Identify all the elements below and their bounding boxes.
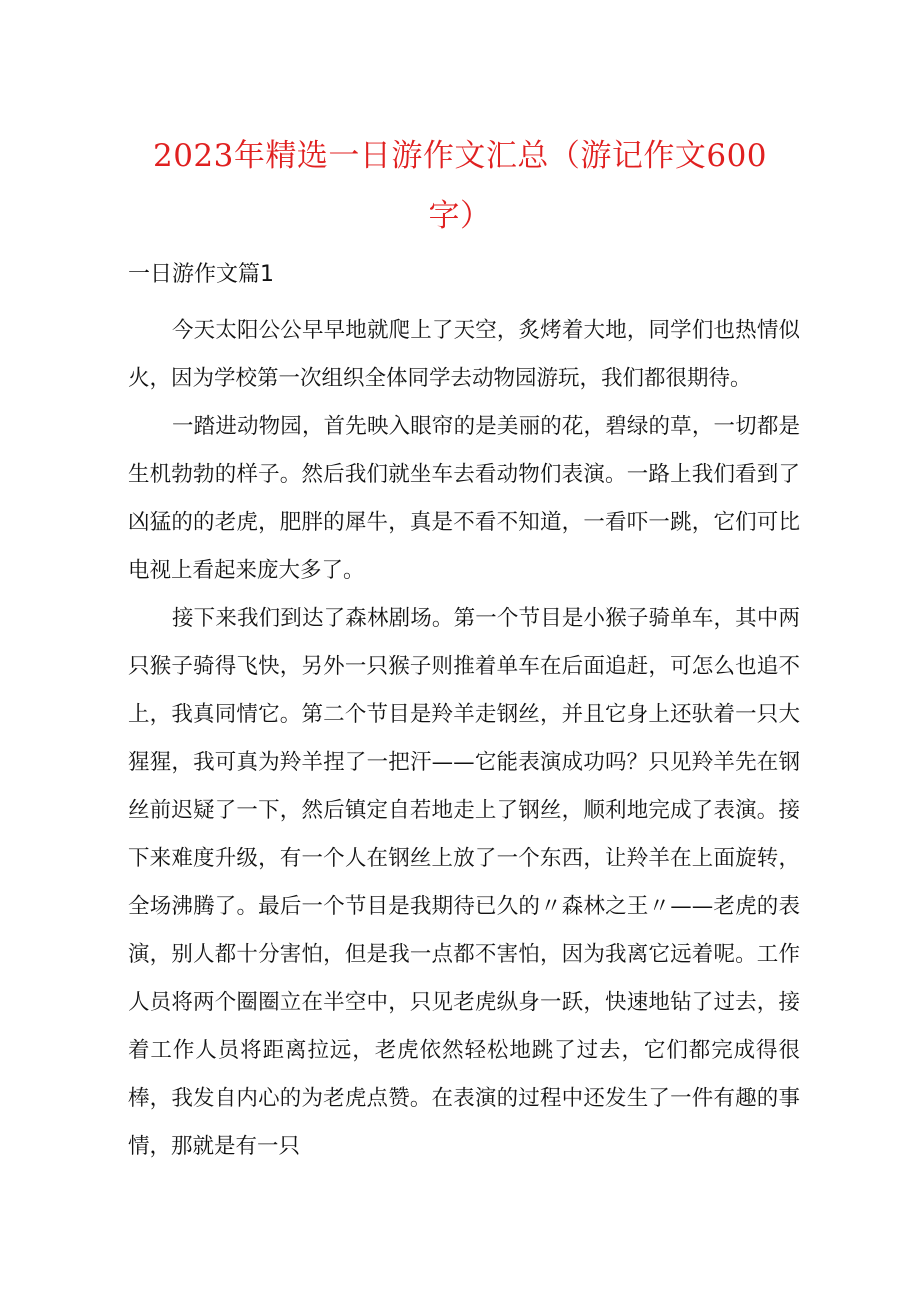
section-heading: 一日游作文篇1 [128, 262, 274, 287]
title-line-1: 2023年精选一日游作文汇总（游记作文600 [152, 138, 768, 174]
document-title [96, 126, 824, 246]
article-body [128, 307, 800, 1171]
paragraph-3: 接下来我们到达了森林剧场。第一个节目是小猴子骑单车，其中两只猴子骑得飞快，另外一只猴子则推着单车在后面追赶，可怎么也追不上，我真同情它。第二个节目是羚羊走钢丝，并且它身上还驮着一只大猩猩，我可真为羚羊捏了一把汗——它能表演成功吗？只见羚羊先在钢丝前迟疑了一下，然后镇定自若地走上了钢丝，顺利地完成了表演。接下来难度升级，有一个人在钢丝上放了一个东西，让羚羊在上面旋转，全场沸腾了。最后一个节目是我期待已久的〃森林之王〃——老虎的表演，别人都十分害怕，但是我一点都不害怕，因为我离它远着呢。工作人员将两个圈圈立在半空中，只见老虎纵身一跃，快速地钻了过去，接着工作人员将距离拉远，老虎依然轻松地跳了过去，它们都完成得很棒，我发自内心的为老虎点赞。在表演的过程中还发生了一件有趣的事情，那就是有一只 [128, 606, 800, 1159]
paragraph-2: 一踏进动物园，首先映入眼帘的是美丽的花，碧绿的草，一切都是生机勃勃的样子。然后我们就坐车去看动物们表演。一路上我们看到了凶猛的的老虎，肥胖的犀牛，真是不看不知道，一看吓一跳，它们可比电视上看起来庞大多了。 [128, 414, 800, 583]
title-line-2: 字） [428, 198, 492, 234]
paragraph-1: 今天太阳公公早早地就爬上了天空，炙烤着大地，同学们也热情似火，因为学校第一次组织全体同学去动物园游玩，我们都很期待。 [128, 318, 800, 391]
